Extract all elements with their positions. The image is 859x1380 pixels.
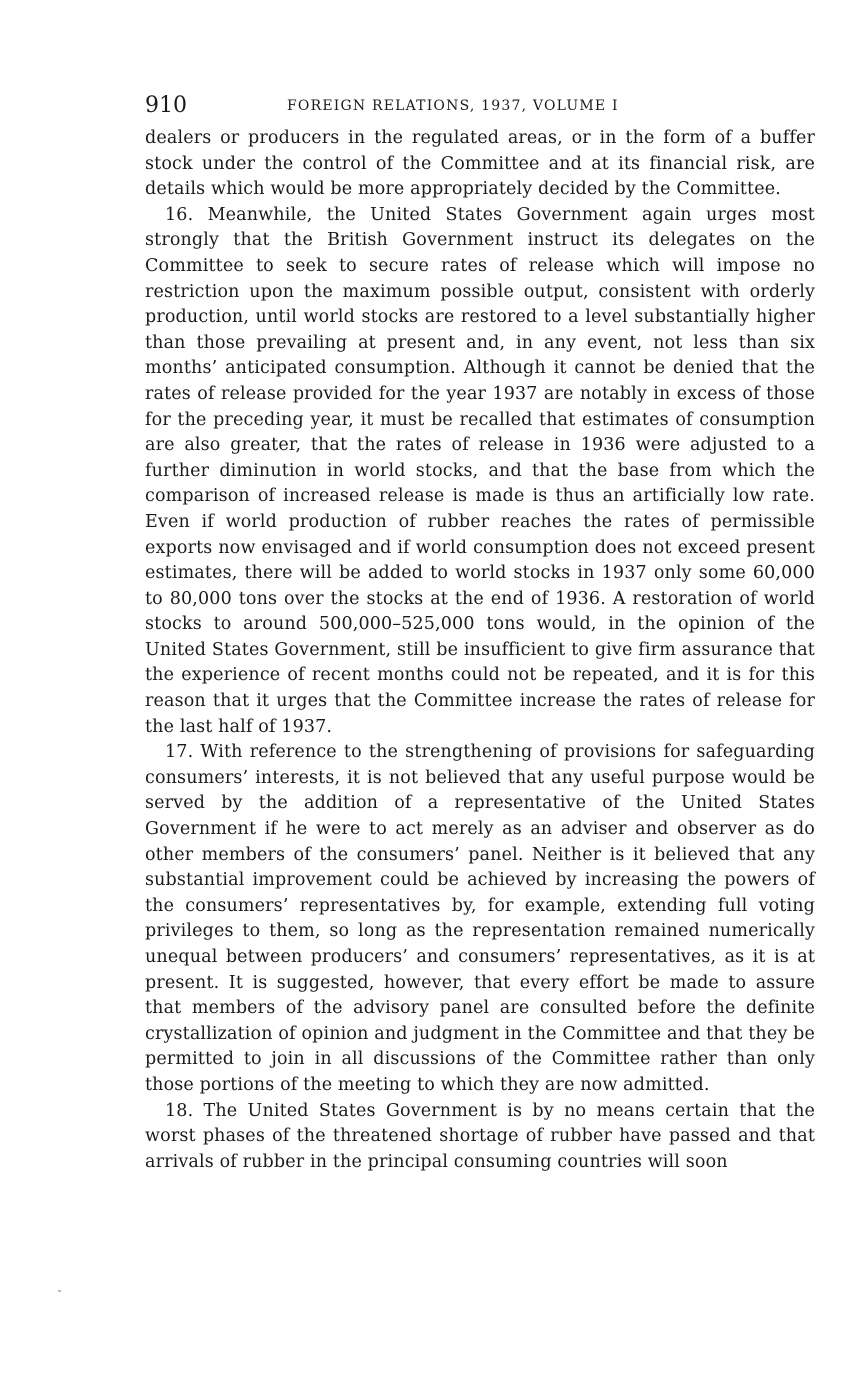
- running-head: [145, 92, 815, 122]
- paragraph-17: 17. With reference to the strengthening of provisions for safeguarding consumers’ interests, it is not believed that any useful purpose would be served by the addition of a representative of the United States Government if he were to act merely as an adviser and observer as do other members of the consumers’ panel. Neither is it believed that any substantial improvement could be achieved by increasing the powers of the consumers’ representatives by, for example, extending full voting privileges to them, so long as the representation remained numerically unequal between producers’ and consumers’ representatives, as it is at present. It is suggested, however, that every effort be made to assure that members of the advisory panel are consulted before the definite crystallization of opinion and judgment in the Committee and that they be permitted to join in all discussions of the Committee rather than only those portions of the meeting to which they are now admitted.: [145, 742, 815, 1095]
- scan-speck: [58, 1290, 61, 1292]
- paragraph-18: 18. The United States Government is by no means certain that the worst phases of the threatened shortage of rubber have passed and that arrivals of rubber in the principal consuming countries will soon: [145, 1100, 815, 1172]
- paragraph-16: 16. Meanwhile, the United States Government again urges most strongly that the British Government instruct its delegates on the Committee to seek to secure rates of release which will impose no restriction upon the maximum possible output, consistent with orderly production, until world stocks are restored to a level substantially higher than those prevailing at present and, in any event, not less than six months’ anticipated consumption. Although it cannot be denied that the rates of release provided for the year 1937 are notably in excess of those for the preceding year, it must be recalled that estimates of consumption are also greater, that the rates of release in 1936 were adjusted to a further diminution in world stocks, and that the base from which the comparison of increased release is made is thus an artificially low rate. Even if world production of rubber reaches the rates of permissible exports now envisaged and if world consumption does not exceed present estimates, there will be added to world stocks in 1937 only some 60,000 to 80,000 tons over the stocks at the end of 1936. A restoration of world stocks to around 500,000–525,000 tons would, in the opinion of the United States Government, still be insufficient to give firm assurance that the experience of recent months could not be repeated, and it is for this reason that it urges that the Committee increase the rates of release for the last half of 1937.: [145, 204, 815, 737]
- document-page: [145, 92, 815, 1175]
- running-title: FOREIGN RELATIONS, 1937, VOLUME I: [287, 98, 619, 114]
- page-number: 910: [145, 93, 187, 118]
- paragraph-continuation: dealers or producers in the regulated areas, or in the form of a buffer stock under the control of the Committee and at its financial risk, are details which would be more appropriately decided by the Committee.: [145, 128, 815, 200]
